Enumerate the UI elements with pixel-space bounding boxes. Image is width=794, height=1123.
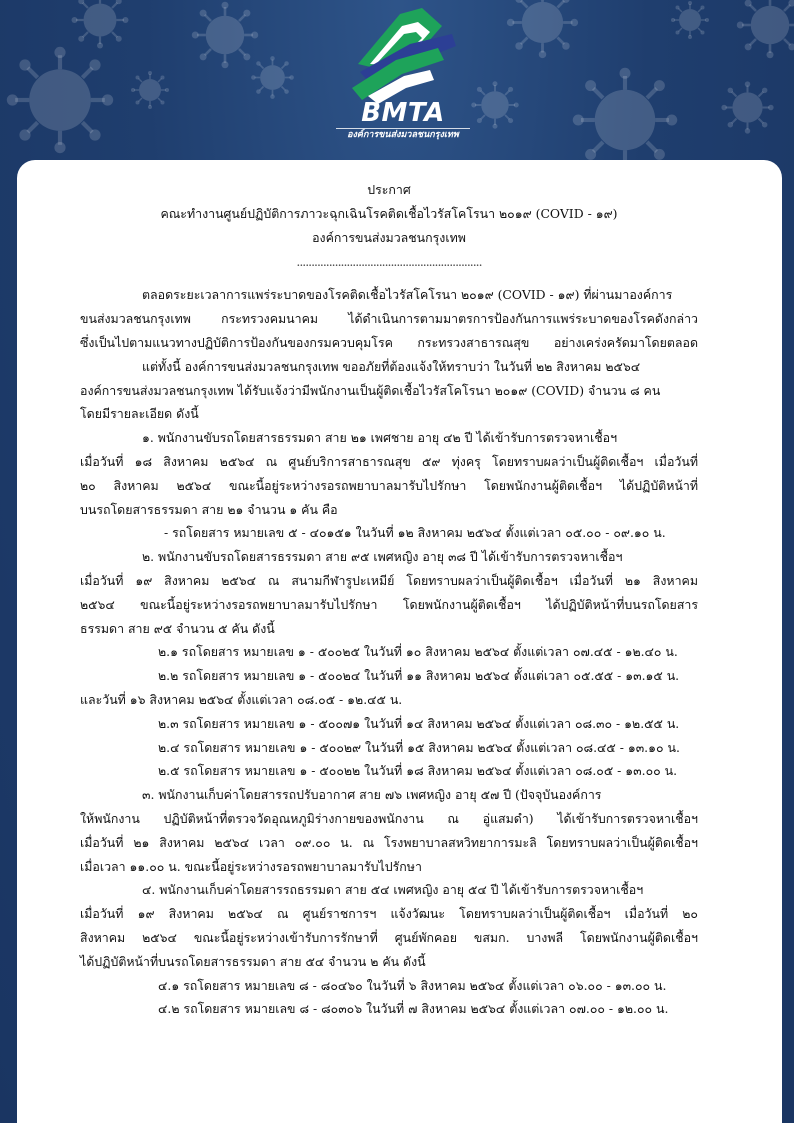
committee-name: คณะทำงานศูนย์ปฏิบัติการภาวะฉุกเฉินโรคติดเชื้อไวรัสโคโรนา ๒๐๑๙ (COVID - ๑๙)	[160, 205, 618, 221]
item2-extra: และวันที่ ๑๖ สิงหาคม ๒๕๖๔ ตั้งแต่เวลา ๐๘.๐๕ - ๑๒.๔๕ น.	[80, 691, 403, 707]
intro-line: ตลอดระยะเวลาการแพร่ระบาดของโรคติดเชื้อไวรัสโคโรนา ๒๐๑๙ (COVID - ๑๙) ที่ผ่านมาองค์การ	[142, 287, 673, 303]
item2-line: ๒. พนักงานขับรถโดยสารธรรมดา สาย ๙๕ เพศหญิง อายุ ๓๘ ปี ได้เข้ารับการตรวจหาเชื้อฯ	[142, 549, 623, 565]
item2-bus: ๒.๕ รถโดยสาร หมายเลข ๑ - ๕๐๐๒๒ ในวันที่ ๑๘ สิงหาคม ๒๕๖๔ ตั้งแต่เวลา ๐๘.๐๕ - ๑๓.๐๐ น.	[158, 763, 678, 779]
item4-bus: ๔.๒ รถโดยสาร หมายเลข ๘ - ๘๐๓๐๖ ในวันที่ ๗ สิงหาคม ๒๕๖๔ ตั้งแต่เวลา ๐๗.๐๐ - ๑๒.๐๐ น.	[158, 1001, 669, 1017]
intro-line: ซึ่งเป็นไปตามแนวทางปฏิบัติการป้องกันของกรมควบคุมโรค กระทรวงสาธารณสุข อย่างเคร่งครัดมาโดยตลอด	[80, 334, 698, 350]
item2-bus: ๒.๑ รถโดยสาร หมายเลข ๑ - ๕๐๐๒๕ ในวันที่ ๑๐ สิงหาคม ๒๕๖๔ ตั้งแต่เวลา ๐๗.๔๕ - ๑๒.๔๐ น.	[158, 644, 678, 660]
item2-line: ธรรมดา สาย ๙๕ จำนวน ๕ คัน ดังนี้	[80, 620, 275, 636]
item1-line: บนรถโดยสารธรรมดา สาย ๒๑ จำนวน ๑ คัน คือ	[80, 501, 338, 517]
announcement-title: ประกาศ	[367, 182, 411, 197]
virus-icon	[735, 0, 794, 60]
virus-icon	[505, 0, 580, 60]
virus-icon	[720, 80, 775, 135]
item4-line: สิงหาคม ๒๕๖๔ ขณะนี้อยู่ระหว่างเข้ารับการรักษาที่ ศูนย์พักคอย ขสมก. บางพลี โดยพนักงานผู้ติดเชื้อฯ	[80, 929, 698, 945]
separator: ...............................................................	[296, 254, 482, 270]
intro-line: โดยมีรายละเอียด ดังนี้	[80, 406, 199, 422]
virus-icon	[0, 40, 120, 160]
item3-line: ให้พนักงาน ปฏิบัติหน้าที่ตรวจวัดอุณหภูมิร่างกายของพนักงาน ณ อู่แสมดำ) ได้เข้ารับการตรวจหาเชื้อฯ	[80, 810, 698, 826]
logo-subtitle: องค์การขนส่งมวลชนกรุงเทพ	[336, 128, 470, 141]
item4-bus: ๔.๑ รถโดยสาร หมายเลข ๘ - ๘๐๔๖๐ ในวันที่ ๖ สิงหาคม ๒๕๖๔ ตั้งแต่เวลา ๐๖.๐๐ - ๑๓.๐๐ น.	[158, 977, 667, 993]
item1-line: เมื่อวันที่ ๑๘ สิงหาคม ๒๕๖๔ ณ ศูนย์บริการสาธารณสุข ๕๙ ทุ่งครุ โดยทราบผลว่าเป็นผู้ติดเชื้อฯ เมื่อวันที่	[80, 453, 698, 469]
announcement-content	[80, 178, 698, 1021]
item2-bus: ๒.๔ รถโดยสาร หมายเลข ๑ - ๕๐๐๒๙ ในวันที่ ๑๕ สิงหาคม ๒๕๖๔ ตั้งแต่เวลา ๐๘.๔๕ - ๑๓.๑๐ น.	[158, 739, 680, 755]
item4-line: เมื่อวันที่ ๑๙ สิงหาคม ๒๕๖๔ ณ ศูนย์ราชการฯ แจ้งวัฒนะ โดยทราบผลว่าเป็นผู้ติดเชื้อฯ เมื่อวันที่ ๒๐	[80, 906, 698, 922]
intro-line: องค์การขนส่งมวลชนกรุงเทพ ได้รับแจ้งว่ามีพนักงานเป็นผู้ติดเชื้อไวรัสโคโรนา ๒๐๑๙ (COVID) จำนวน ๘ คน	[80, 382, 661, 398]
virus-icon	[130, 70, 170, 110]
organization-name: องค์การขนส่งมวลชนกรุงเทพ	[312, 229, 466, 245]
item2-line: ๒๕๖๔ ขณะนี้อยู่ระหว่างรอรถพยาบาลมารับไปรักษา โดยพนักงานผู้ติดเชื้อฯ ได้ปฏิบัติหน้าที่บนรถโดยสาร	[80, 596, 698, 612]
item1-line: ๒๐ สิงหาคม ๒๕๖๔ ขณะนี้อยู่ระหว่างรอรถพยาบาลมารับไปรักษา โดยพนักงานผู้ติดเชื้อฯ ได้ปฏิบัติหน้าที่	[80, 477, 698, 493]
virus-icon	[570, 65, 680, 175]
intro-line: แต่ทั้งนี้ องค์การขนส่งมวลชนกรุงเทพ ขออภัยที่ต้องแจ้งให้ทราบว่า ในวันที่ ๒๒ สิงหาคม ๒๕๖๔	[142, 358, 641, 374]
item2-bus: ๒.๓ รถโดยสาร หมายเลข ๑ - ๕๐๐๗๑ ในวันที่ ๑๔ สิงหาคม ๒๕๖๔ ตั้งแต่เวลา ๐๘.๓๐ - ๑๒.๕๕ น.	[158, 715, 680, 731]
item1-bus: - รถโดยสาร หมายเลข ๕ - ๔๐๑๕๑ ในวันที่ ๑๒ สิงหาคม ๒๕๖๔ ตั้งแต่เวลา ๐๕.๐๐ - ๐๙.๑๐ น.	[164, 525, 666, 541]
item4-line: ๔. พนักงานเก็บค่าโดยสารรถธรรมดา สาย ๕๔ เพศหญิง อายุ ๕๔ ปี ได้เข้ารับการตรวจหาเชื้อฯ	[142, 882, 644, 898]
virus-icon	[250, 55, 295, 100]
virus-icon	[470, 80, 520, 130]
logo-text: BMTA	[361, 98, 445, 128]
item2-bus: ๒.๒ รถโดยสาร หมายเลข ๑ - ๕๐๐๒๔ ในวันที่ ๑๑ สิงหาคม ๒๕๖๔ ตั้งแต่เวลา ๐๕.๕๕ - ๑๓.๑๕ น.	[158, 668, 680, 684]
item3-line: ๓. พนักงานเก็บค่าโดยสารรถปรับอากาศ สาย ๗๖ เพศหญิง อายุ ๕๗ ปี (ปัจจุบันองค์การ	[142, 787, 602, 803]
item4-line: ได้ปฏิบัติหน้าที่บนรถโดยสารธรรมดา สาย ๕๔ จำนวน ๒ คัน ดังนี้	[80, 953, 426, 969]
item3-line: เมื่อวันที่ ๒๑ สิงหาคม ๒๕๖๔ เวลา ๐๙.๐๐ น. ณ โรงพยาบาลสหวิทยาการมะลิ โดยทราบผลว่าเป็นผู้ติดเชื้อฯ	[80, 834, 698, 850]
virus-icon	[670, 0, 710, 40]
item1-line: ๑. พนักงานขับรถโดยสารธรรมดา สาย ๒๑ เพศชาย อายุ ๔๒ ปี ได้เข้ารับการตรวจหาเชื้อฯ	[142, 430, 618, 446]
intro-line: ขนส่งมวลชนกรุงเทพ กระทรวงคมนาคม ได้ดำเนินการตามมาตรการป้องกันการแพร่ระบาดของโรคดังกล่าว	[80, 311, 698, 327]
virus-icon	[70, 0, 130, 50]
item3-line: เมื่อเวลา ๑๑.๐๐ น. ขณะนี้อยู่ระหว่างรอรถพยาบาลมารับไปรักษา	[80, 858, 422, 874]
item2-line: เมื่อวันที่ ๑๙ สิงหาคม ๒๕๖๔ ณ สนามกีฬารูปะเหมีย์ โดยทราบผลว่าเป็นผู้ติดเชื้อฯ เมื่อวันที่ ๒๑ สิงหาคม	[80, 572, 698, 588]
